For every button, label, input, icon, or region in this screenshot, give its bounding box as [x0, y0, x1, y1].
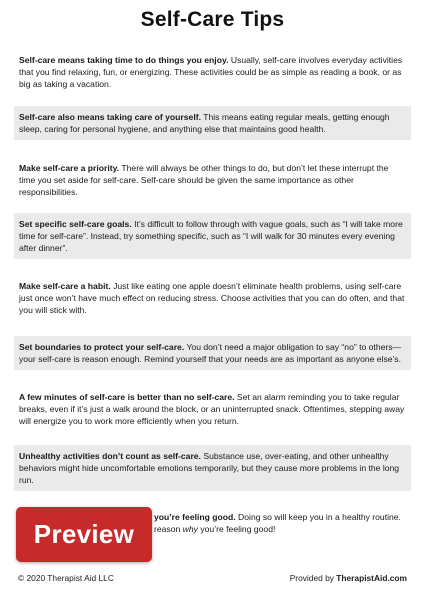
tip-2	[14, 106, 411, 140]
page-title: Self-Care Tips	[140, 8, 285, 31]
tip-5	[14, 275, 411, 321]
tip-1	[14, 49, 411, 95]
tip-3-body: There will always be other things to do, but don’t let these interrupt the time you set aside for self-care. Self-care should be given the same importance as other responsibilities.	[19, 163, 389, 198]
tip-1-body: Usually, self-care involves everyday activities that you find relaxing, fun, or energizing. These activities could be as simple as reading a book, or as big as taking a vacation.	[19, 55, 403, 90]
tip-6-body: You don’t need a major obligation to say “no” to others—your self-care is reason enough. Remind yourself that your needs are as important as anyone else’s.	[19, 342, 402, 365]
tip-9-emphasis: why	[182, 524, 198, 535]
tip-4	[14, 213, 411, 259]
tip-8-heading: Unhealthy activities don’t count as self-care.	[19, 451, 201, 461]
tip-3	[14, 157, 411, 203]
tip-3-heading: Make self-care a priority.	[19, 163, 120, 173]
tip-8-body: Substance use, over-eating, and other unhealthy behaviors might hide uncomfortable emotions temporarily, but they cause more problems in the long run.	[19, 451, 400, 486]
tip-4-body: It’s difficult to follow through with vague goals, such as “I will take more time for self-care”. Instead, try something specific, such as “I will walk for 30 minutes every evening after dinner”.	[19, 219, 403, 254]
tip-6	[14, 336, 411, 370]
tip-2-body: This means eating regular meals, getting enough sleep, caring for personal hygiene, and anything else that maintains good health.	[19, 112, 390, 135]
footer-provided-by	[290, 573, 407, 583]
tip-7	[14, 386, 411, 432]
tip-7-heading: A few minutes of self-care is better than no self-care.	[19, 392, 235, 402]
tip-9	[149, 506, 411, 540]
footer-provided-prefix: Provided by	[289, 573, 337, 583]
tip-2-heading: Self-care also means taking care of yourself.	[19, 112, 201, 122]
tip-9-heading: you’re feeling good.	[154, 512, 236, 522]
tip-5-heading: Make self-care a habit.	[19, 281, 111, 291]
tip-1-heading: Self-care means taking time to do things you enjoy.	[19, 55, 229, 65]
tip-9-body: Doing so will keep you in a healthy routine.	[235, 512, 401, 522]
tip-9-line-2-end: you’re feeling good!	[197, 524, 276, 535]
footer-copyright: © 2020 Therapist Aid LLC	[18, 573, 114, 583]
preview-badge[interactable]: Preview	[16, 507, 152, 562]
tip-9-line-2	[154, 523, 406, 535]
tip-9-line-1	[154, 511, 406, 523]
tip-8	[14, 445, 411, 491]
tip-7-body: Set an alarm reminding you to take regular breaks, even if it’s just a walk around the block, or an uninterrupted snack. Oftentimes, stepping away will energize you to work more efficiently when you return.	[19, 392, 405, 427]
tip-9-line-2-start: reason	[154, 524, 183, 535]
tip-4-heading: Set specific self-care goals.	[19, 219, 132, 229]
tip-6-heading: Set boundaries to protect your self-care.	[19, 342, 185, 352]
tip-5-body: Just like eating one apple doesn’t eliminate health problems, using self-care just once won’t have much effect on reducing stress. Choose activities that you can do often, and that you will stick with.	[19, 281, 405, 316]
footer-brand-link[interactable]: TherapistAid.com	[336, 573, 407, 583]
